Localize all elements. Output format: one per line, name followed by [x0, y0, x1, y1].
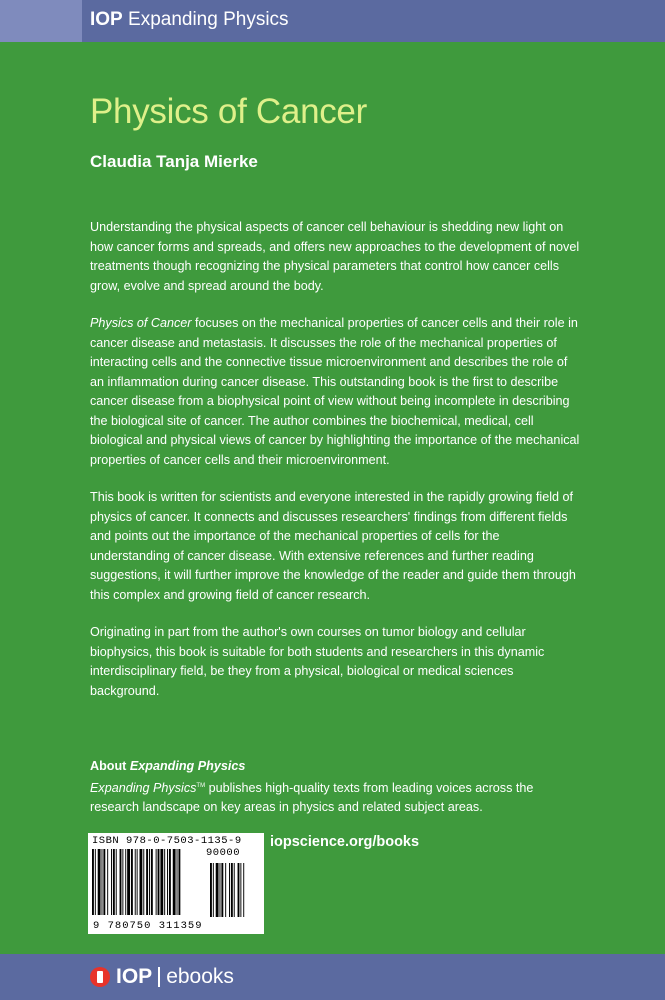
trademark-mark: TM: [196, 782, 206, 789]
about-series-name: Expanding Physics: [90, 780, 197, 795]
description-paragraph-2: [90, 314, 580, 470]
about-heading-series: Expanding Physics: [129, 759, 246, 773]
barcode-bars: [92, 849, 260, 921]
website-link[interactable]: iopscience.org/books: [270, 834, 420, 850]
series-brand: IOP: [90, 9, 123, 30]
description-paragraph-3: This book is written for scientists and everyone interested in the rapidly growing field of physics of cancer. It connects and discusses researchers' findings from different fields and points out the importance of the mechanical properties of cells for the understanding of cancer disease. With extensive references and further reading suggestions, it will further improve the knowledge of the reader and guide them through this complex and growing field of cancer research.: [90, 490, 576, 602]
iop-logo-icon: [90, 967, 110, 987]
about-series: [90, 757, 580, 818]
footer-brand: IOP: [116, 965, 153, 988]
series-header-bar: [0, 0, 665, 42]
series-title: Expanding Physics: [128, 9, 289, 30]
book-title: Physics of Cancer: [90, 92, 367, 131]
isbn-label: ISBN 978-0-7503-1135-9: [92, 835, 242, 847]
book-description: [90, 218, 580, 719]
ean-number: 9 780750 311359: [93, 920, 203, 932]
about-heading: [90, 757, 580, 777]
description-book-title: Physics of Cancer: [90, 316, 192, 330]
series-name: [90, 9, 289, 31]
book-author: Claudia Tanja Mierke: [90, 152, 258, 171]
isbn-barcode: [88, 833, 264, 934]
description-paragraph-4: Originating in part from the author's own courses on tumor biology and cellular biophysics, this book is suitable for both students and researchers in this dynamic interdisciplinary field, be they from a physical, biological or medical sciences background.: [90, 625, 545, 698]
about-description: publishes high-quality texts from leading voices across the research landscape on key areas in physics and related subject areas.: [90, 780, 534, 815]
price-addon: 90000: [206, 847, 241, 859]
about-heading-prefix: About: [90, 759, 130, 773]
description-paragraph-2-text: focuses on the mechanical properties of cancer cells and their role in cancer disease and metastasis. It discusses the role of the mechanical properties of interacting cells and the connective tissue microenvironment and describes the role of an inflammation during cancer disease. This outstanding book is the first to describe cancer disease from a biophysical point of view without being incomplete in describing the biological site of cancer. The author combines the biochemical, medical, cell biological and physical views of cancer by highlighting the importance of the mechanical properties of cancer cells and their microenvironment.: [90, 316, 580, 467]
publisher-footer-bar: [0, 954, 665, 1000]
footer-imprint: ebooks: [166, 965, 234, 988]
header-stripe: [0, 0, 82, 42]
logo-divider: [158, 967, 160, 987]
description-paragraph-1: Understanding the physical aspects of cancer cell behaviour is shedding new light on how cancer forms and spreads, and offers new approaches to the development of novel treatments though recognizing the physical parameters that control how cancer cells grow, evolve and spread around the body.: [90, 220, 580, 293]
about-text: [90, 777, 580, 818]
iop-ebooks-logo: [90, 965, 234, 989]
